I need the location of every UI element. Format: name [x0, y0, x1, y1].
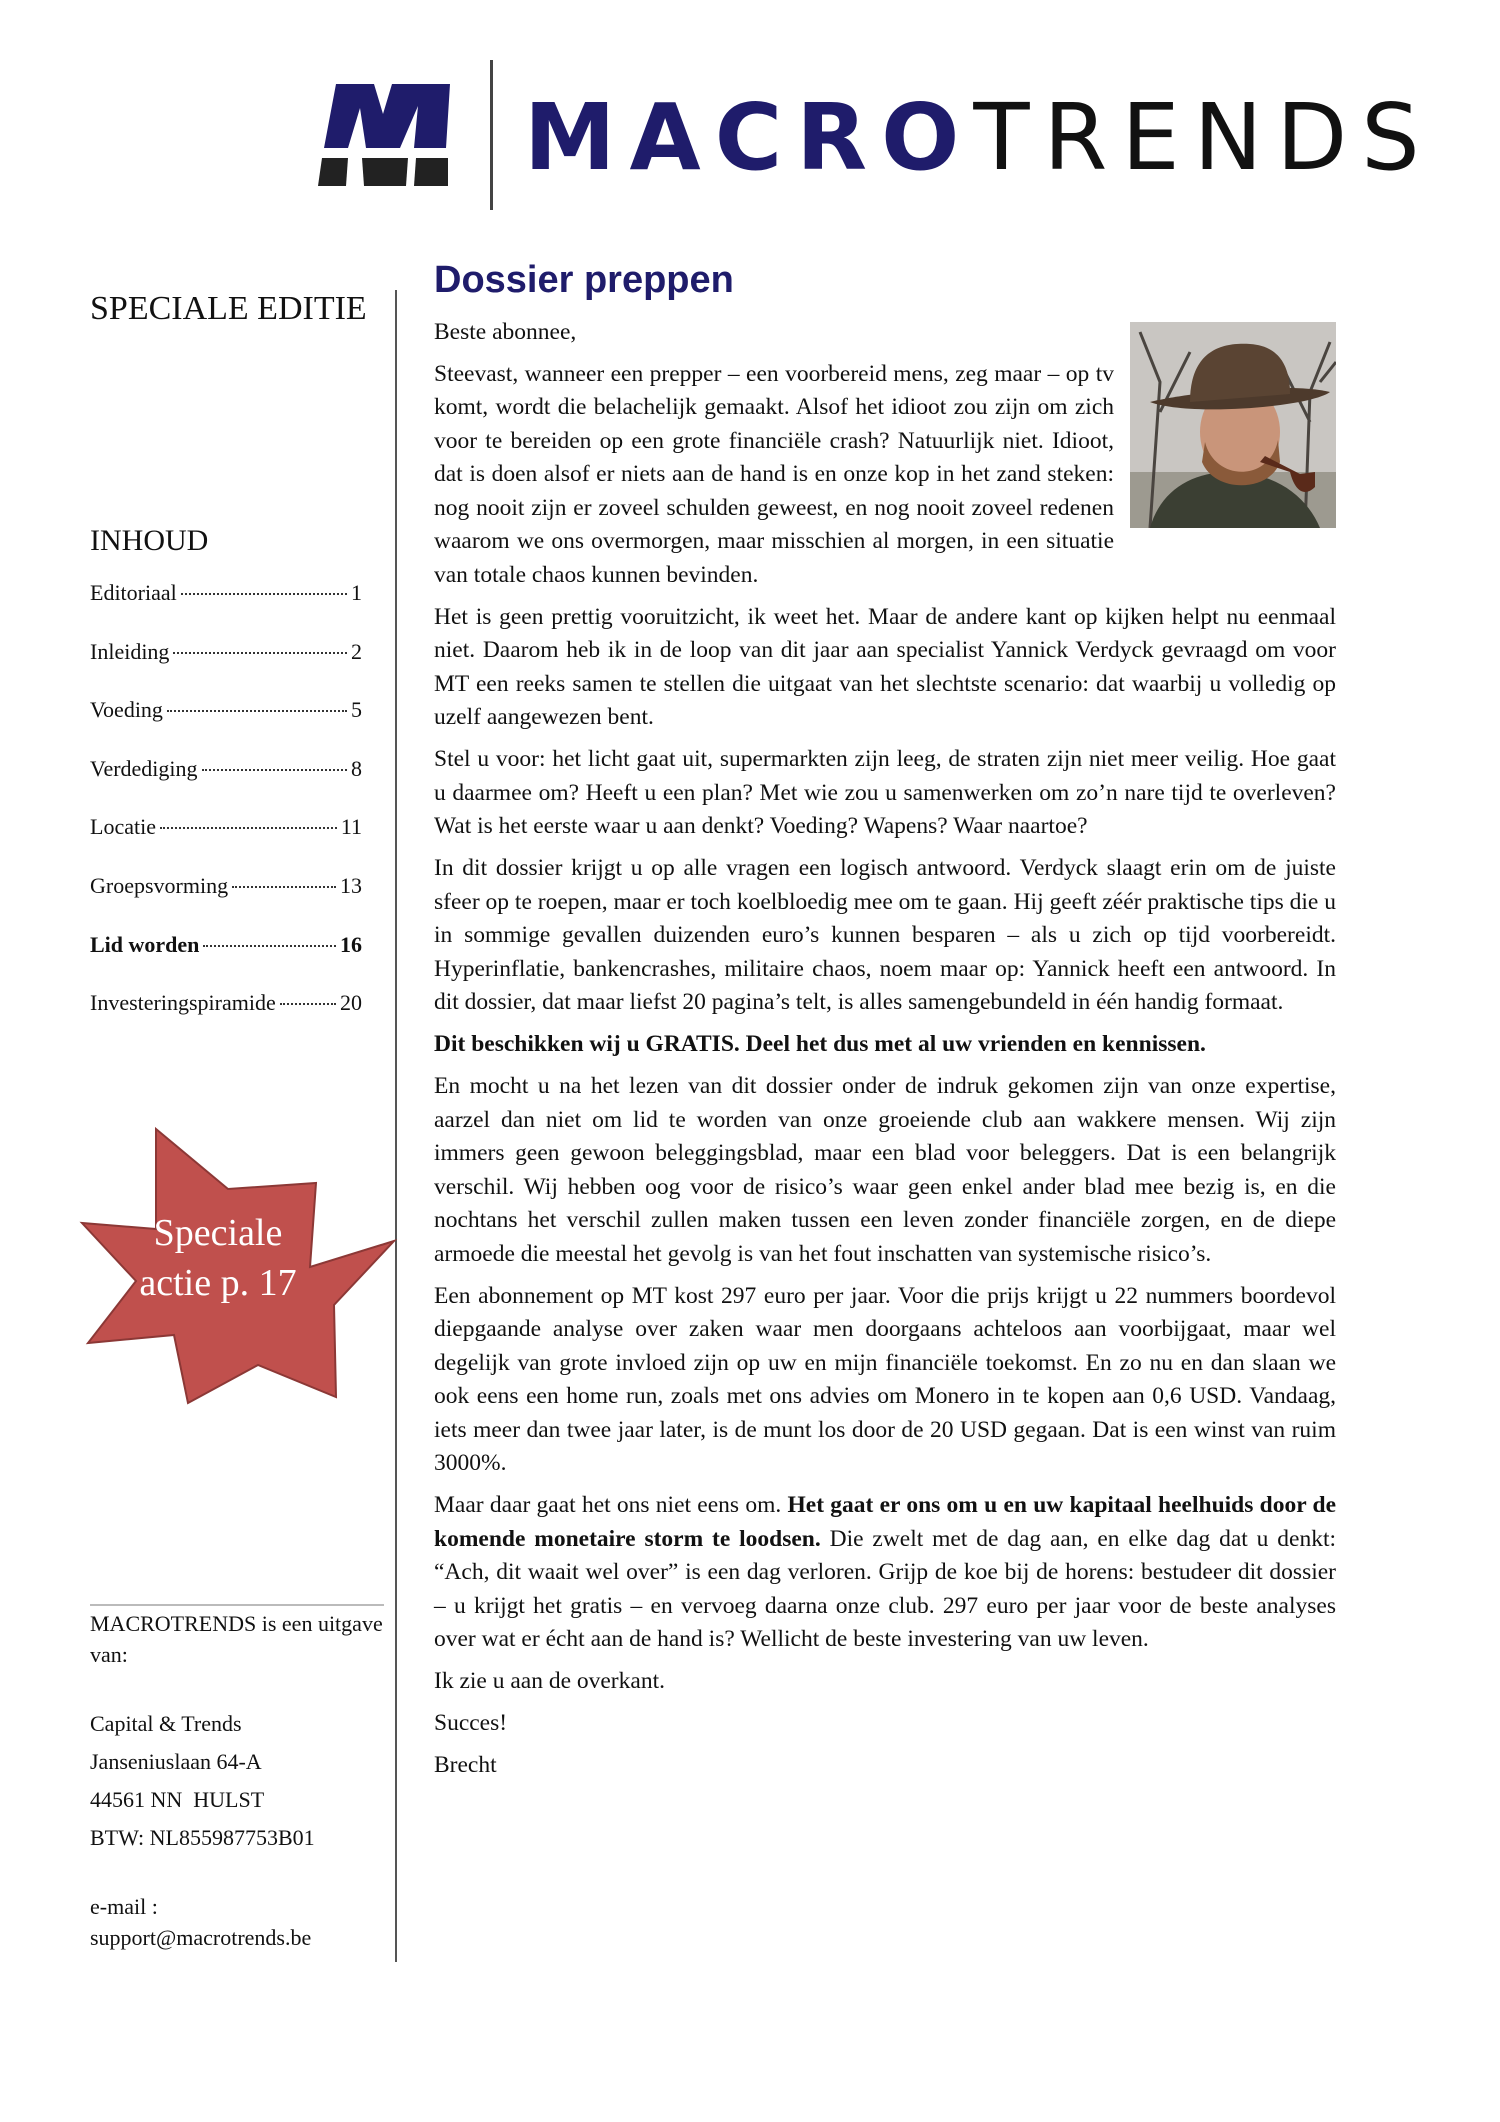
toc-leader [160, 827, 337, 829]
toc-page: 11 [340, 814, 362, 840]
logo-wordmark [524, 84, 1434, 191]
publisher-company: Capital & Trends [90, 1711, 242, 1736]
toc-label: Locatie [90, 814, 156, 840]
email-link[interactable]: support@macrotrends.be [90, 1925, 312, 1950]
publisher-divider [90, 1604, 384, 1606]
paragraph: In dit dossier krijgt u op alle vragen een logisch antwoord. Verdyck slaagt erin om de juiste sfeer op te roepen, maar er toch koelbloedig mee om te gaan. Hij geeft zéér praktische tips die u in sommige gevallen duizenden euro’s kunnen besparen – als u zich op tijd voorbereidt. Hyperinflatie, bankencrashes, militaire chaos, noem maar op: Yannick heeft een antwoord. In dit dossier, dat maar liefst 20 pagina’s telt, is alles samengebundeld in één handig formaat. [434, 855, 1336, 1015]
toc-leader [202, 769, 347, 771]
author-photo [1130, 322, 1336, 528]
text: Die zwelt met de dag aan, en elke dag dat u denkt: “Ach, dit waait wel over” is een dag verloren. Grijp de koe bij de horens: bestudeer dit dossier – u krijgt het gratis – en vervoeg daarna onze club. 297 euro per jaar voor de beste analyses over wat er écht aan de hand is? Wellicht de beste investering van uw leven. [434, 1525, 1337, 1652]
toc-leader [232, 886, 336, 888]
edition-label: SPECIALE EDITIE [90, 290, 367, 327]
publisher-city: 44561 NN HULST [90, 1787, 265, 1812]
logo-m-mark-icon [316, 84, 450, 186]
toc-leader [203, 945, 336, 947]
toc-item-editoriaal[interactable] [90, 580, 362, 639]
paragraph: Stel u voor: het licht gaat uit, supermarkten zijn leeg, de straten zijn niet meer veilig. Hoe gaat u daarmee om? Heeft u een plan? Met wie zou u samenwerken om zo’n nare tijd te overleven? Wat is het eerste waar u aan denkt? Voeding? Wapens? Waar naartoe? [434, 746, 1336, 839]
table-of-contents [90, 580, 362, 1049]
publisher-vat: BTW: NL855987753B01 [90, 1825, 315, 1850]
toc-item-locatie[interactable] [90, 814, 362, 873]
paragraph: Het is geen prettig vooruitzicht, ik weet het. Maar de andere kant op kijken helpt nu eenmaal niet. Daarom heb ik in de loop van dit jaar aan specialist Yannick Verdyck gevraagd om voor MT een reeks samen te stellen die uitgaat van het slechtste scenario: dat waarbij u volledig op uzelf aangewezen bent. [434, 603, 1336, 730]
closing: Ik zie u aan de overkant. [434, 1668, 665, 1694]
toc-page: 1 [351, 580, 362, 605]
toc-label: Editoriaal [90, 580, 177, 605]
promo-text[interactable] [118, 1208, 318, 1308]
bold-text: Dit beschikken wij u GRATIS. Deel het dus met al uw vrienden en kennissen. [434, 1031, 1206, 1057]
bold-text: Het gaat er ons om u en uw kapitaal heelhuids door de komende monetaire storm te loodsen. [434, 1492, 1336, 1552]
toc-item-lid-worden[interactable] [90, 932, 362, 991]
article [434, 256, 1336, 1791]
toc-page: 8 [351, 755, 362, 781]
toc-page: 2 [351, 638, 362, 664]
logo-macro: MACRO [524, 84, 974, 191]
toc-label: Inleiding [90, 638, 170, 664]
toc-leader [167, 710, 347, 712]
paragraph: En mocht u na het lezen van dit dossier onder de indruk gekomen zijn van onze expertise, aarzel dan niet om lid te worden van onze groeiende club aan wakkere mensen. Wij zijn immers geen gewoon beleggingsblad, maar een blad voor beleggers. Dat is een belangrijk verschil. Wij hebben oog voor de risico’s waar geen enkel ander blad mee bezig is, en die nochtans het verschil zullen maken tussen een leven zonder financiële zorgen, en de diepe armoede die meestal het gevolg is van het fout inschatten van systemische risico’s. [434, 1073, 1336, 1267]
macrotrends-logo [316, 60, 1434, 210]
toc-item-voeding[interactable] [90, 697, 362, 756]
paragraph: Steevast, wanneer een prepper – een voorbereid mens, zeg maar – op tv komt, wordt die belachelijk gemaakt. Alsof het idioot zou zijn om zich voor te bereiden op een grote financiële crash? Natuurlijk niet. Idioot, dat is doen alsof er niets aan de hand is en onze kop in het zand steken: nog nooit zijn er zoveel schulden geweest, en nog nooit zoveel redenen waarom we ons overmorgen, maar misschien al morgen, in een situatie van totale chaos kunnen bevinden. [434, 360, 1114, 588]
toc-page: 13 [340, 872, 362, 898]
toc-title: INHOUD [90, 524, 209, 557]
signature: Brecht [434, 1752, 497, 1778]
toc-item-investeringspiramide[interactable] [90, 990, 362, 1049]
promo-line-2: actie p. 17 [139, 1262, 297, 1304]
logo-trends: TRENDS [973, 84, 1434, 191]
toc-label: Groepsvorming [90, 872, 229, 898]
text: Maar daar gaat het ons niet eens om. [434, 1492, 782, 1518]
toc-leader [173, 652, 347, 654]
article-title: Dossier preppen [434, 259, 734, 301]
promo-line-1: Speciale [153, 1212, 283, 1254]
toc-leader [181, 593, 347, 595]
paragraph-bold [434, 1028, 1336, 1062]
publisher-info [90, 1608, 390, 1953]
toc-page: 5 [351, 697, 362, 723]
toc-item-inleiding[interactable] [90, 639, 362, 698]
toc-leader [280, 1003, 336, 1005]
toc-item-groepsvorming[interactable] [90, 873, 362, 932]
paragraph: Een abonnement op MT kost 297 euro per jaar. Voor die prijs krijgt u 22 nummers boordevol diepgaande analyse over zaken waar men doorgaans achteloos aan voorbijgaat, maar wel degelijk van grote invloed zijn op uw en mijn financiële toekomst. En zo nu en dan slaan we ook eens een home run, zoals met ons advies om Monero in te kopen aan 0,6 USD. Vandaag, iets meer dan twee jaar later, is de munt los door de 20 USD gegaan. Dat is een winst van ruim 3000%. [434, 1282, 1336, 1476]
toc-page: 20 [340, 990, 362, 1016]
publisher-intro: MACROTRENDS is een uitgave van: [90, 1611, 383, 1667]
toc-label: Verdediging [90, 755, 198, 781]
logo-divider [490, 60, 493, 210]
toc-page: 16 [340, 931, 362, 957]
toc-item-verdediging[interactable] [90, 756, 362, 815]
paragraph [434, 1489, 1336, 1657]
toc-label: Investeringspiramide [90, 990, 276, 1016]
email-label: e-mail : [90, 1894, 158, 1919]
closing: Succes! [434, 1710, 508, 1736]
toc-label: Lid worden [90, 931, 200, 957]
toc-label: Voeding [90, 697, 163, 723]
salutation: Beste abonnee, [434, 319, 577, 345]
publisher-street: Janseniuslaan 64-A [90, 1749, 262, 1774]
